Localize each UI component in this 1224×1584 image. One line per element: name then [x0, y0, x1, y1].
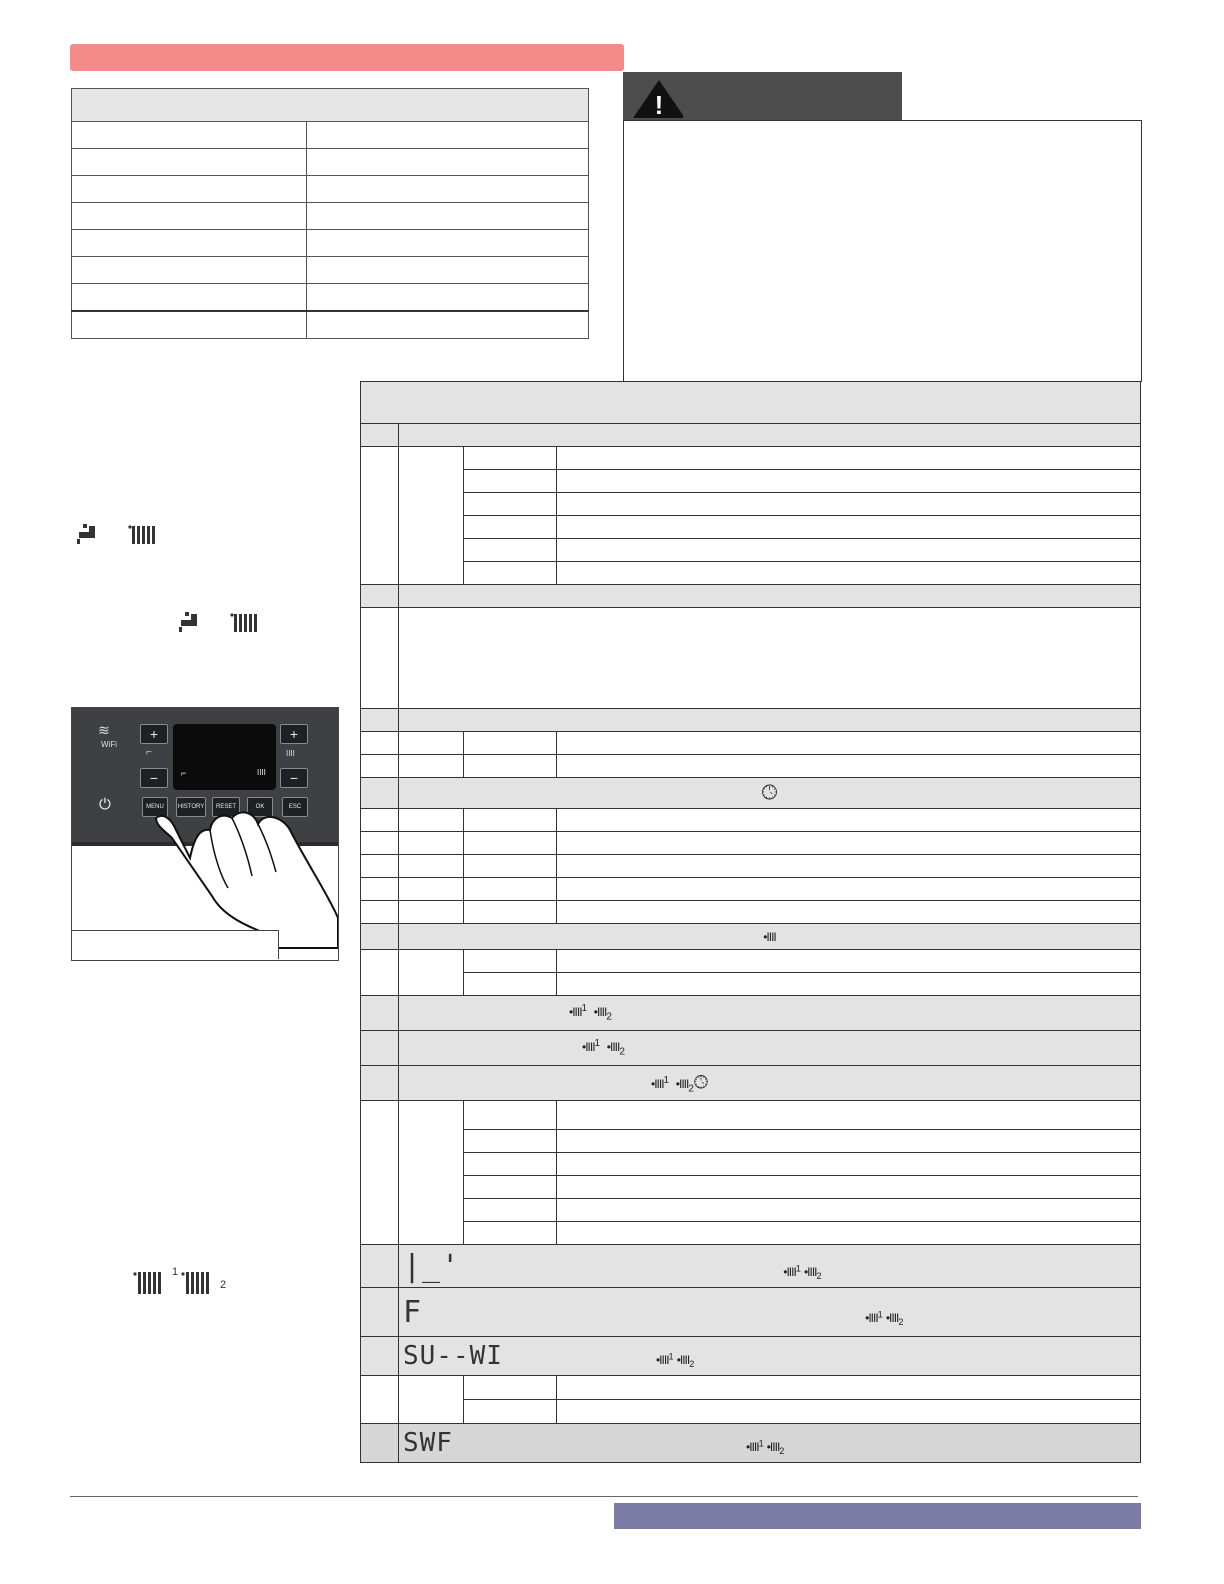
dhw-minus-button[interactable]: − — [140, 768, 168, 788]
tap-icon — [179, 612, 197, 632]
clock-icon: 🕓︎ — [693, 1071, 709, 1092]
radiator-zone-icons — [132, 1266, 242, 1303]
table-row — [72, 230, 589, 257]
zone-2-label: 2 — [898, 1316, 904, 1327]
table-row — [72, 311, 589, 339]
radiator-icon: •IIII — [865, 1310, 878, 1325]
power-icon[interactable]: ⏻ — [99, 796, 111, 813]
parameter-table — [71, 88, 589, 339]
zone-1-label: 1 — [795, 1262, 801, 1273]
radiator-icon — [181, 1272, 209, 1294]
zone-2-label: 2 — [220, 1279, 227, 1291]
zone-2-label: 2 — [688, 1083, 694, 1095]
radiator-icon: •IIII — [593, 1005, 607, 1020]
warning-triangle-icon — [623, 72, 683, 120]
segment-code-display: SU--WI — [403, 1341, 503, 1371]
menu-button[interactable]: MENU — [142, 797, 168, 817]
footer-rule — [70, 1496, 1138, 1497]
zone-1-label: 1 — [663, 1074, 670, 1086]
heating-plus-button[interactable]: + — [280, 724, 308, 744]
zone-1-label: 1 — [877, 1308, 883, 1319]
table-row — [72, 203, 589, 230]
zone-1-label: 1 — [172, 1266, 179, 1278]
radiator-icon: •IIII — [763, 929, 776, 944]
radiator-icon: •IIII — [655, 1353, 669, 1367]
table-row — [72, 176, 589, 203]
reset-button[interactable]: RESET — [212, 797, 240, 817]
radiator-icon: •IIII — [606, 1040, 620, 1055]
warning-box — [623, 120, 1142, 382]
radiator-icon: •IIII — [676, 1353, 690, 1367]
tap-radiator-icons — [75, 522, 165, 555]
radiator-icon — [230, 613, 257, 632]
radiator-icon: •IIII — [675, 1076, 689, 1091]
radiator-icon: •IIII — [651, 1076, 664, 1091]
segment-code-display: |_' — [403, 1248, 461, 1284]
segment-code-display: SWF — [403, 1428, 453, 1458]
zone-1-label: 1 — [668, 1351, 674, 1362]
table-header — [361, 382, 1141, 424]
radiator-icon: IIII — [286, 749, 295, 758]
zone-1-label: 1 — [758, 1438, 764, 1449]
heating-minus-button[interactable]: − — [280, 768, 308, 788]
zone-1-label: 1 — [581, 1003, 588, 1015]
tap-icon: ⌐ — [146, 747, 152, 758]
svg-text:!: ! — [654, 90, 664, 120]
zone-2-label: 2 — [816, 1270, 822, 1281]
zone-2-label: 2 — [619, 1046, 625, 1058]
zone-1-label: 1 — [594, 1038, 601, 1050]
table-row — [72, 284, 589, 312]
clock-icon: 🕓︎ — [761, 782, 778, 804]
history-button[interactable]: HISTORY — [176, 797, 206, 817]
control-panel-illustration — [71, 707, 339, 961]
dhw-plus-button[interactable]: + — [140, 724, 168, 744]
radiator-icon: •IIII — [803, 1264, 817, 1279]
table-row — [72, 149, 589, 176]
esc-button[interactable]: ESC — [282, 797, 308, 817]
table-row — [72, 122, 589, 149]
radiator-icon: •IIII — [582, 1040, 595, 1055]
segment-code-display: F — [403, 1294, 423, 1330]
section-header-bar — [70, 44, 624, 71]
zone-2-label: 2 — [606, 1011, 612, 1023]
menu-parameter-table — [360, 381, 1141, 1463]
radiator-icon — [128, 525, 155, 544]
zone-2-label: 2 — [689, 1359, 695, 1370]
zone-2-label: 2 — [779, 1446, 785, 1457]
radiator-icon — [133, 1272, 161, 1294]
figure-caption-box — [72, 930, 279, 959]
radiator-icon: •IIII — [885, 1310, 899, 1325]
table-header — [72, 89, 589, 122]
pointing-hand-illustration — [72, 708, 338, 960]
radiator-icon: •IIII — [569, 1005, 582, 1020]
radiator-icon: •IIII — [746, 1440, 759, 1454]
table-row — [72, 257, 589, 284]
radiator-icon: IIII — [257, 768, 266, 777]
wifi-label: WiFi — [101, 740, 117, 749]
wifi-icon: ≋ — [98, 722, 110, 738]
radiator-icon: •IIII — [783, 1264, 796, 1279]
warning-header — [623, 72, 902, 120]
footer-bar — [614, 1503, 1141, 1529]
ok-button[interactable]: OK — [247, 797, 273, 817]
radiator-icon: •IIII — [766, 1440, 780, 1454]
tap-icon — [77, 524, 95, 544]
tap-icon: ⌐ — [181, 768, 187, 778]
tap-radiator-icons — [177, 610, 267, 643]
